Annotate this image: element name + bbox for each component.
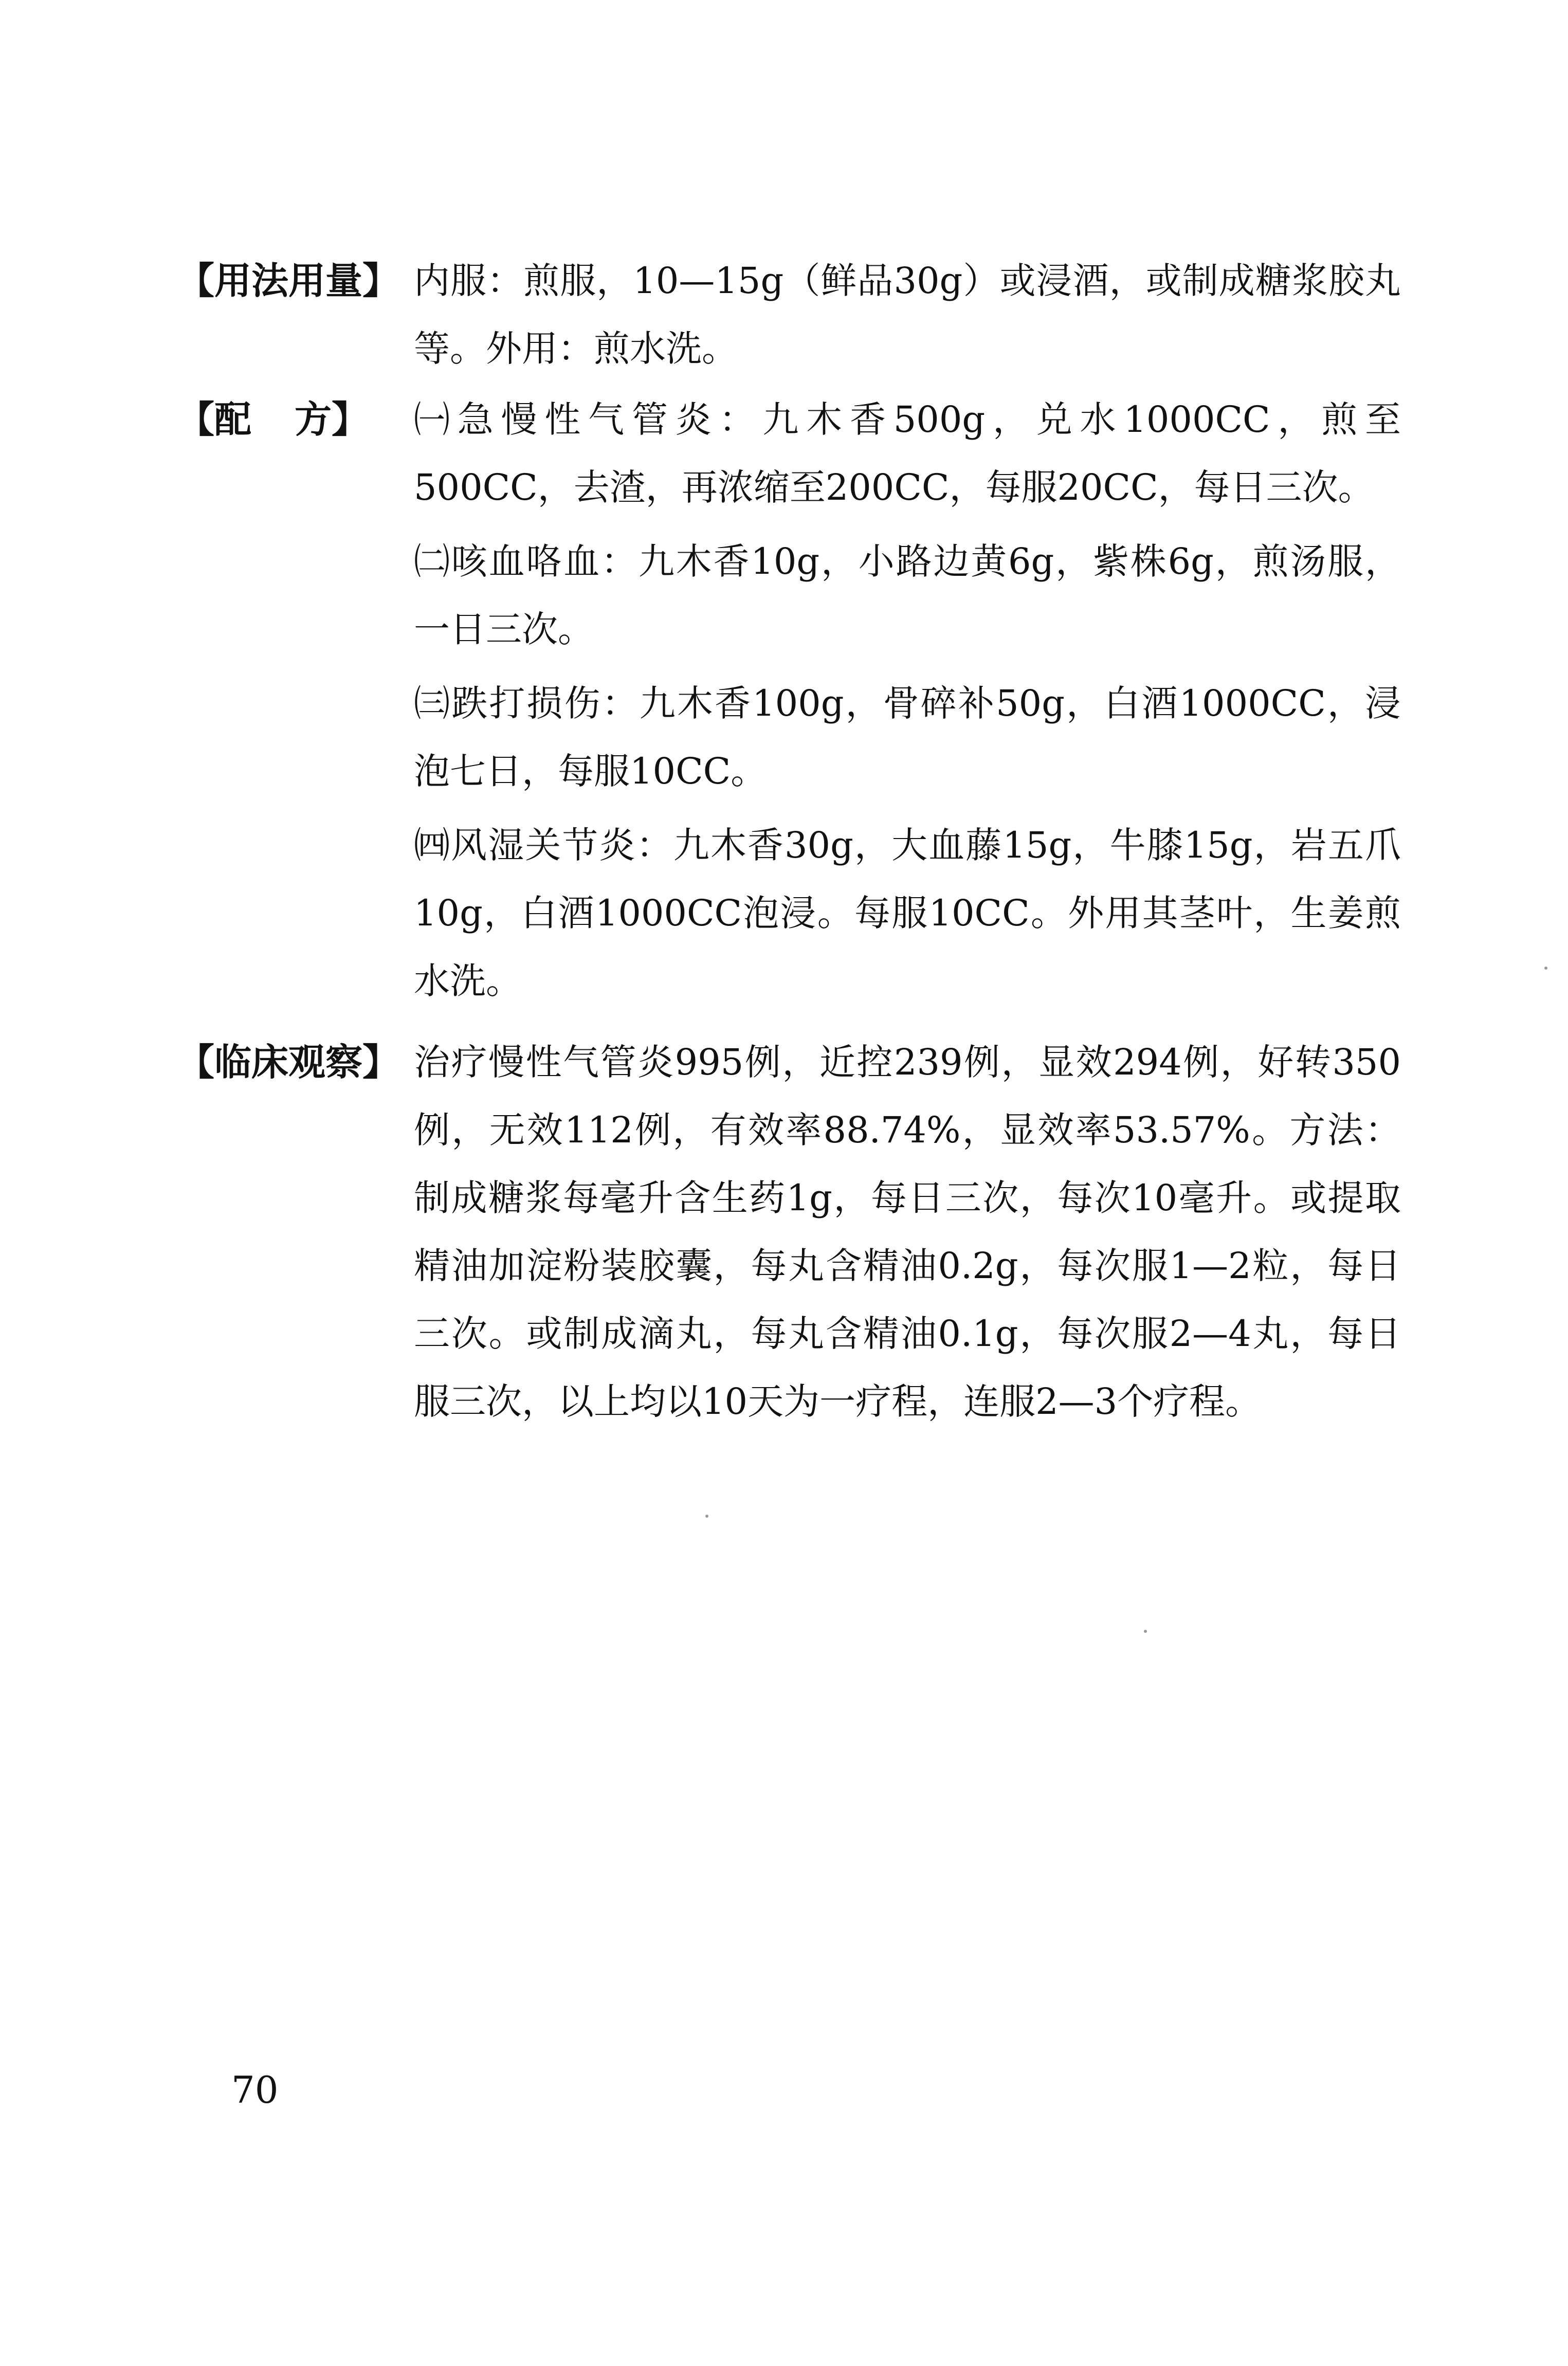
prescription-item-1: ㈠急慢性气管炎：九木香500g，兑水1000CC，煎至500CC，去渣，再浓缩至200CC，每服20CC，每日三次。 bbox=[414, 398, 1401, 508]
paragraph-usage-dosage: 内服：煎服，10—15g（鲜品30g）或浸酒，或制成糖浆胶丸等。外用：煎水洗。 bbox=[414, 260, 1401, 370]
paragraph-clinical-observation: 治疗慢性气管炎995例，近控239例，显效294例，好转350例，无效112例，有效率88.74%，显效率53.57%。方法：制成糖浆每毫升含生药1g，每日三次，每次10毫升。或提取精油加淀粉装胶囊，每丸含精油0.2g，每次服1—2粒，每日三次。或制成滴丸，每丸含精油0.1g，每次服2—4丸，每日服三次，以上均以10天为一疗程，连服2—3个疗程。 bbox=[414, 1041, 1401, 1423]
scan-speck bbox=[1144, 1630, 1147, 1633]
section-body-clinical-observation bbox=[414, 1028, 1401, 1435]
section-body-usage-dosage bbox=[414, 247, 1401, 383]
prescription-item-2: ㈡咳血咯血：九木香10g，小路边黄6g，紫株6g，煎汤服，一日三次。 bbox=[414, 540, 1401, 650]
prescription-item-4: ㈣风湿关节炎：九木香30g，大血藤15g，牛膝15g，岩五爪10g，白酒1000CC泡浸。每服10CC。外用其茎叶，生姜煎水洗。 bbox=[414, 824, 1401, 1002]
section-clinical-observation bbox=[177, 1028, 1401, 1517]
section-body-prescriptions bbox=[414, 386, 1401, 1015]
page-number: 70 bbox=[231, 2068, 279, 2112]
section-label-clinical-observation: 【临床观察】 bbox=[177, 1041, 400, 1084]
section-label-usage-dosage: 【用法用量】 bbox=[177, 259, 400, 302]
section-prescriptions bbox=[177, 386, 1401, 1018]
scan-speck bbox=[1544, 967, 1547, 970]
scan-speck bbox=[705, 1515, 708, 1518]
prescription-item-3: ㈢跌打损伤：九木香100g，骨碎补50g，白酒1000CC，浸泡七日，每服10CC。 bbox=[414, 682, 1401, 792]
section-label-prescriptions bbox=[177, 386, 414, 453]
section-usage-dosage bbox=[177, 247, 1401, 386]
section-label-prescriptions-left: 【配 bbox=[177, 398, 252, 441]
section-label-prescriptions-right: 方】 bbox=[295, 398, 369, 441]
